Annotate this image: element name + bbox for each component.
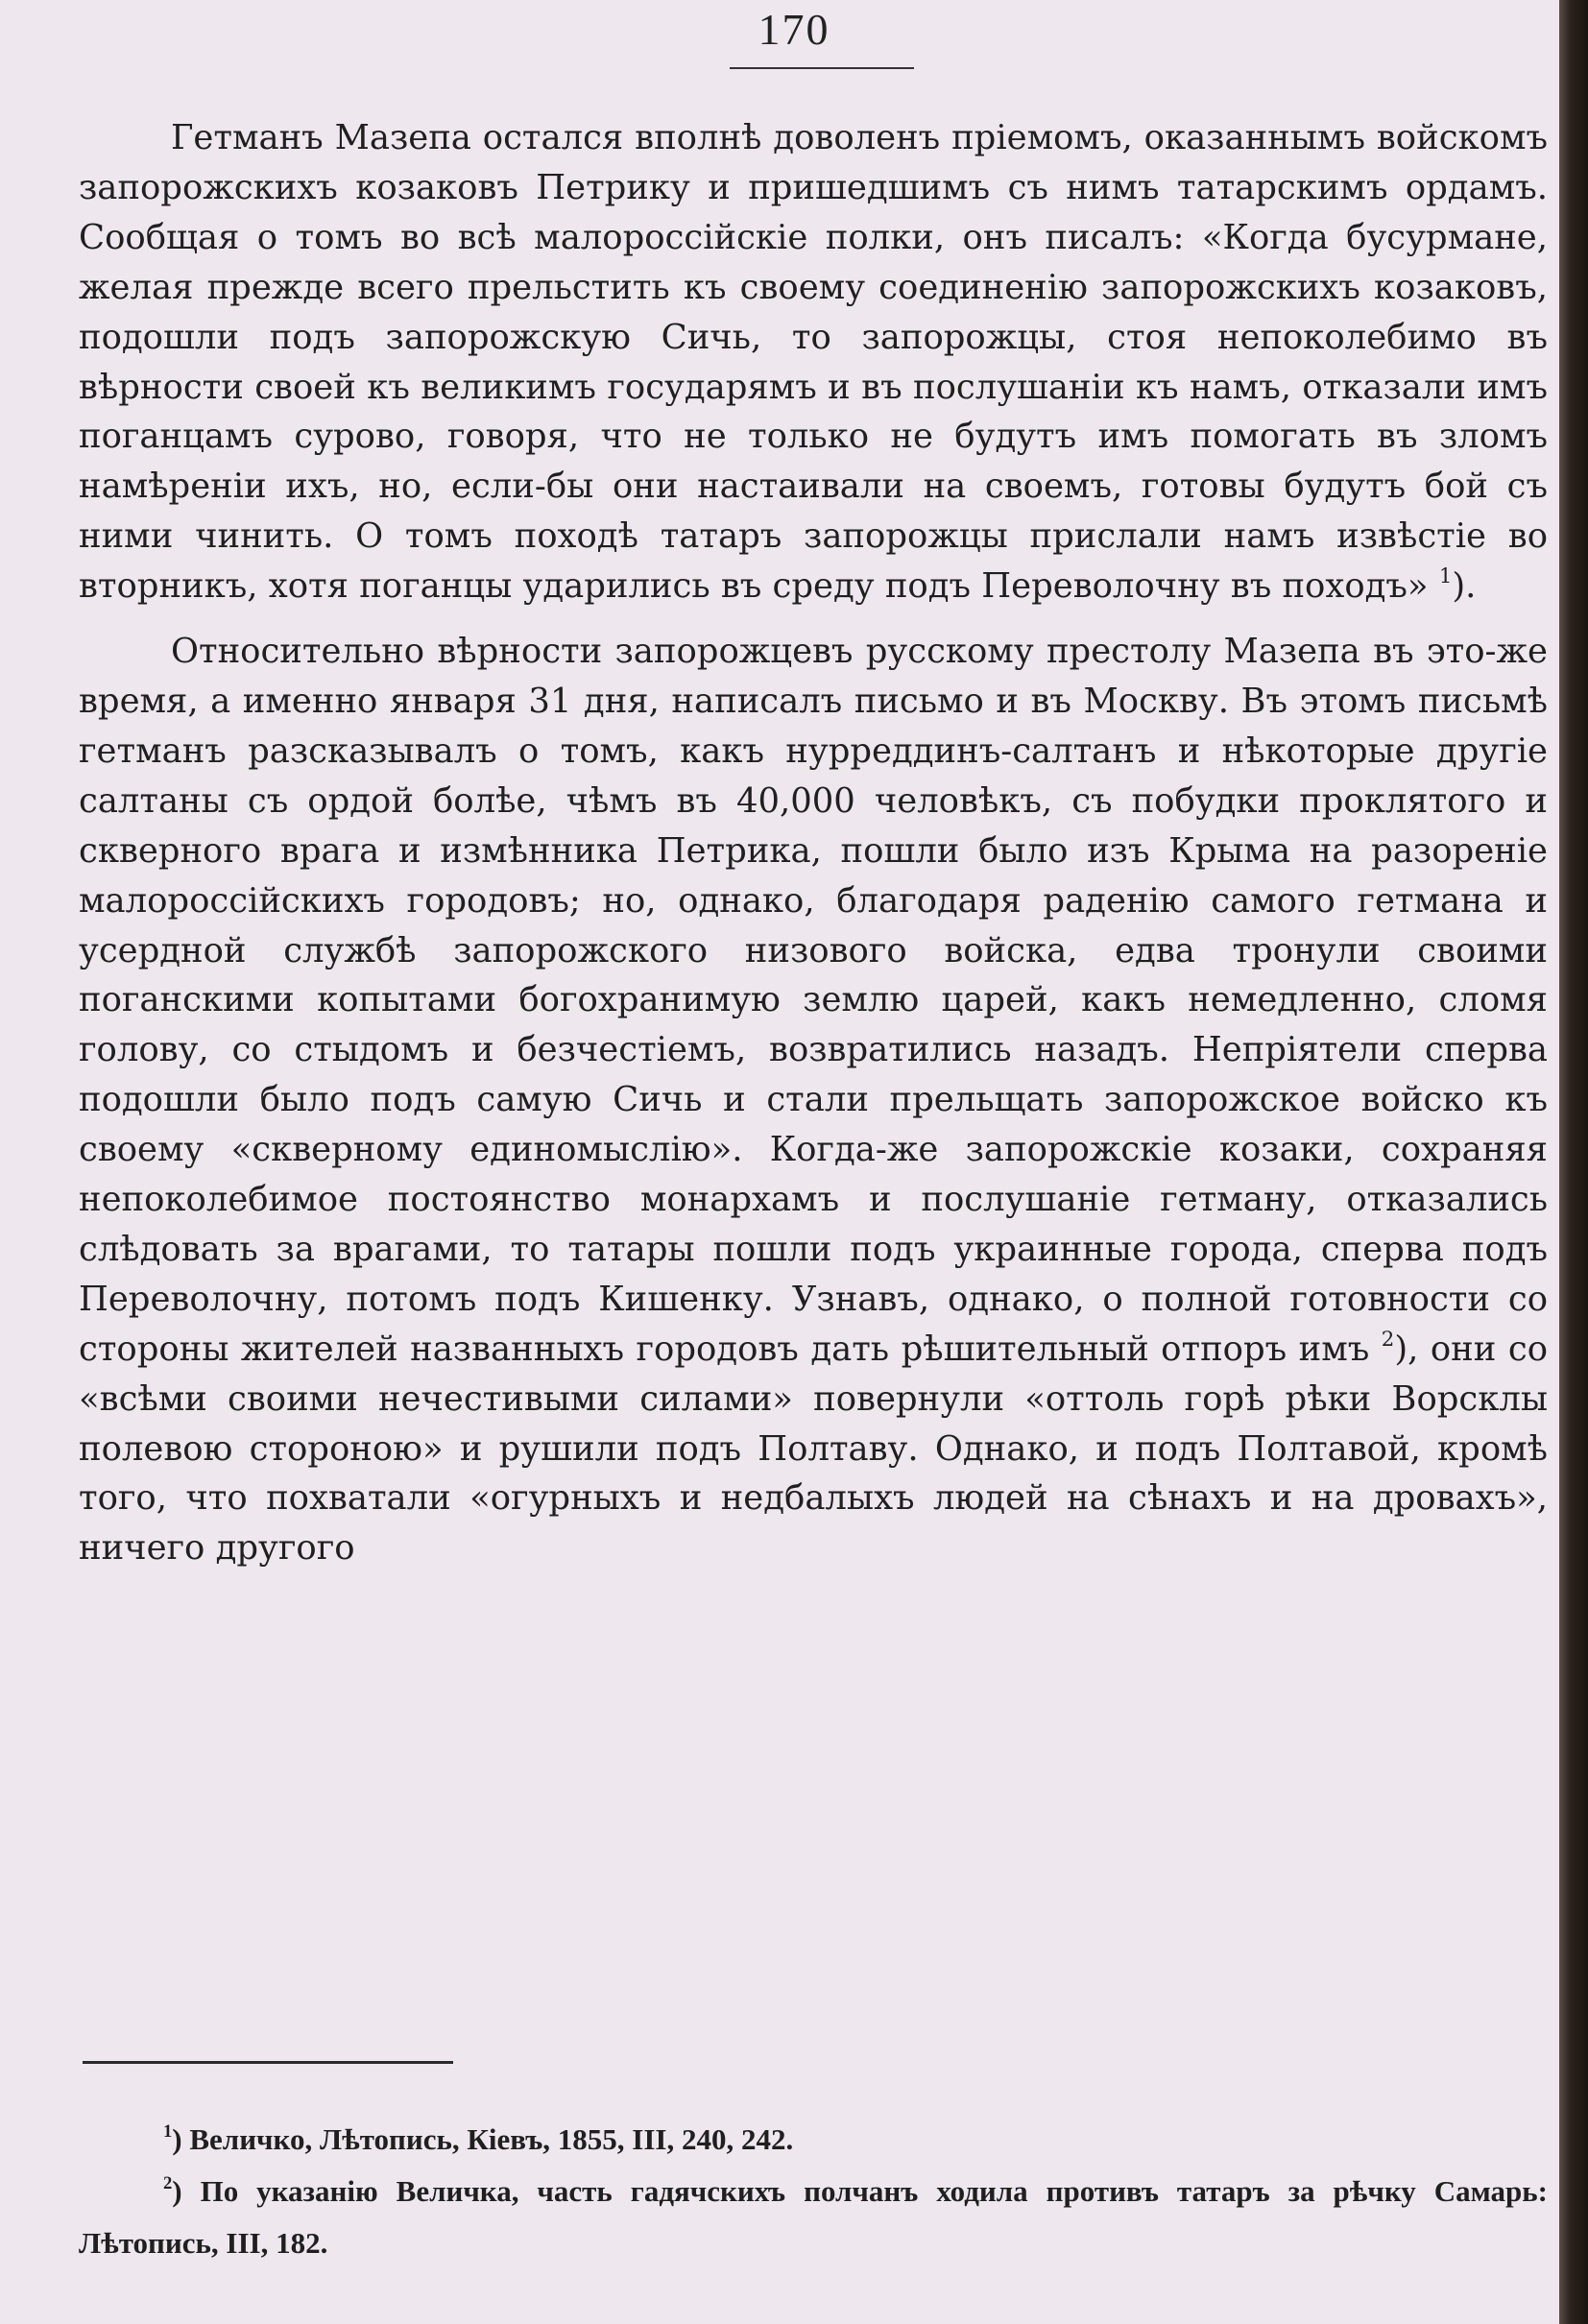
- footnote-text: ) Величко, Лѣтопись, Кіевъ, 1855, III, 240, 242.: [172, 2122, 794, 2156]
- footnote: [79, 2166, 1548, 2269]
- paragraph: [79, 113, 1548, 611]
- paragraph-tail: ), они со «всѣми своими нечестивыми силами» повернули «оттоль горѣ рѣки Ворсклы полевою стороною» и рушили подъ Полтаву. Однако, и подъ Полтавой, кромѣ того, что похватали «огурныхъ и недбалыхъ людей на сѣнахъ и на дровахъ», ничего другого: [79, 1329, 1548, 1569]
- footnote-separator: [83, 2061, 453, 2064]
- paragraph-text: Относительно вѣрности запорожцевъ русскому престолу Мазепа въ это-же время, а именно января 31 дня, написалъ письмо и въ Москву. Въ этомъ письмѣ гетманъ разсказывалъ о томъ, какъ нурреддинъ-салтанъ и нѣкоторые другіе салтаны съ ордой болѣе, чѣмъ въ 40,000 человѣкъ, съ побудки проклятого и скверного врага и измѣнника Петрика, пошли было изъ Крыма на разореніе малороссійскихъ городовъ; но, однако, благодаря раденію самого гетмана и усердной службѣ запорожского низового войска, едва тронули своими поганскими копытами богохранимую землю царей, какъ немедленно, сломя голову, со стыдомъ и безчестіемъ, возвратились назадъ. Непріятели сперва подошли было подъ самую Сичь и стали прельщать запорожское войско къ своему «скверному единомыслію». Когда-же запорожскіе козаки, сохраняя непоколебимое постоянство монархамъ и послушаніе гетману, отказались слѣдовать за врагами, то татары пошли подъ украинные города, сперва подъ Переволочну, потомъ подъ Кишенку. Узнавъ, однако, о полной готовности со стороны жителей названныхъ городовъ дать рѣшительный отпоръ имъ: [79, 632, 1548, 1369]
- footnote-text: ) По указанію Величка, часть гадячскихъ полчанъ ходила противъ татаръ за рѣчку Самарь: Лѣтопись, III, 182.: [79, 2174, 1548, 2260]
- footnote-reference: 1: [1438, 564, 1453, 589]
- paragraph-text: Гетманъ Мазепа остался вполнѣ доволенъ пріемомъ, оказаннымъ войскомъ запорожскихъ козаковъ Петрику и пришедшимъ съ нимъ татарскимъ ордамъ. Сообщая о томъ во всѣ малороссійскіе полки, онъ писалъ: «Когда бусурмане, желая прежде всего прельстить къ своему соединенію запорожскихъ козаковъ, подошли подъ запорожскую Сичь, то запорожцы, стоя непоколебимо въ вѣрности своей къ великимъ государямъ и въ послушаніи къ намъ, отказали имъ поганцамъ сурово, говоря, что не только не будутъ имъ помогать въ зломъ намѣреніи ихъ, но, если-бы они настаивали на своемъ, готовы будутъ бой съ ними чинить. О томъ походѣ татаръ запорожцы прислали намъ извѣстіе во вторникъ, хотя поганцы ударились въ среду подъ Переволочну въ походъ»: [79, 118, 1548, 607]
- paragraph-tail: ).: [1452, 566, 1477, 607]
- footnote-mark: 1: [163, 2120, 173, 2142]
- book-page-edge: [1559, 0, 1588, 2324]
- page-number-rule: [730, 67, 914, 69]
- page-number: 170: [758, 5, 830, 54]
- footnotes: [79, 2114, 1548, 2269]
- footnote-reference: 2: [1381, 1327, 1395, 1352]
- footnote: [79, 2114, 1548, 2166]
- footnote-mark: 2: [163, 2172, 173, 2193]
- main-text: [79, 113, 1548, 1573]
- paragraph: [79, 627, 1548, 1573]
